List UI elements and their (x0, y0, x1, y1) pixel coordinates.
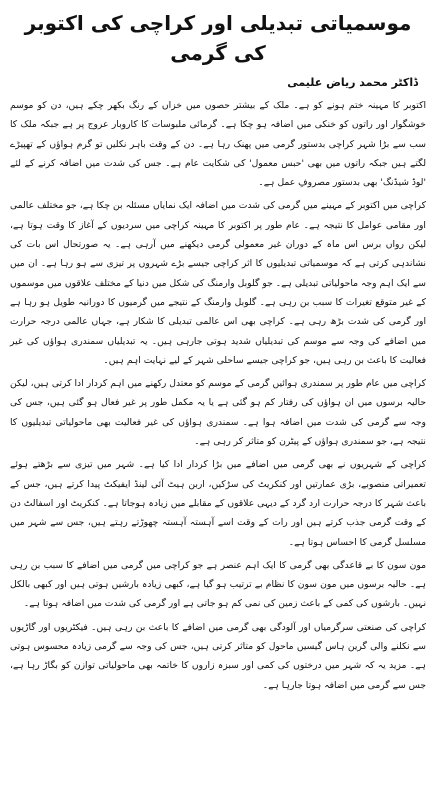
paragraph: مون سون کا بے قاعدگی بھی گرمی کا ایک اہم عنصر ہے جو کراچی میں گرمی میں اضافے کا سبب بن رہی ہے۔ حالیہ برسوں میں مون سون کا نظام بے ترتیب ہو گیا ہے، کبھی زیادہ بارشیں ہوتی ہیں اور کبھی بالکل نہیں۔ بارشوں کی کمی کے باعث زمین کی نمی کم ہو جاتی ہے اور گرمی کی شدت میں اضافہ ہوتا ہے۔ (10, 559, 426, 610)
paragraph: اکتوبر کا مہینہ ختم ہونے کو ہے۔ ملک کے بیشتر حصوں میں خزاں کے رنگ بکھر چکے ہیں، دن کو موسم خوشگوار اور راتوں کو خنکی میں اضافہ ہو چکا ہے۔ گرمائی ملبوسات کا کاروبار عروج پر ہے جبکہ ملک کا سب سے بڑا شہر کراچی بدستور گرمی میں پھنک رہا ہے۔ دن کے وقت باہر نکلیں تو گرم ہواؤں کے تھپیڑے لگتے ہیں جبکہ راتوں میں بھی 'حبس معمول' کی شکایت عام ہے۔ جس کی شدت میں اضافہ کرنے کے لئے 'لوڈ شیڈنگ' بھی بدستور مصروفِ عمل ہے۔ (10, 100, 426, 189)
paragraph: کراچی کے شہریوں نے بھی گرمی میں اضافے میں بڑا کردار ادا کیا ہے۔ شہر میں تیزی سے بڑھتے ہوئے تعمیراتی منصوبے، بڑی عمارتیں اور کنکریٹ کی سڑکیں، اربن ہیٹ آئی لینڈ ایفیکٹ پیدا کرتے ہیں، جس کے باعث شہر کا درجہ حرارت ارد گرد کے دیہی علاقوں کے مقابلے میں زیادہ ہوجاتا ہے۔ کنکریٹ اور اسفالٹ دن کے وقت گرمی جذب کرتے ہیں اور رات کے وقت اسے آہستہ آہستہ چھوڑتے رہتے ہیں، جس سے شہر میں مسلسل گرمی کا احساس ہوتا ہے۔ (10, 459, 426, 548)
paragraph: کراچی میں عام طور پر سمندری ہوائیں گرمی کے موسم کو معتدل رکھنے میں اہم کردار ادا کرتی ہیں، لیکن حالیہ برسوں میں ان ہواؤں کی رفتار کم ہو گئی ہے یا یہ مکمل طور پر غیر فعال ہو گئی ہیں، جس کی وجہ سے گرمی کی شدت میں اضافہ ہوا ہے۔ سمندری ہواؤں کی غیر فعالیت بھی ماحولیاتی تبدیلیوں کا نتیجہ ہے، جو سمندری ہواؤں کے پیٹرن کو متاثر کر رہی ہے۔ (10, 378, 426, 448)
article-title: موسمیاتی تبدیلی اور کراچی کی اکتوبر کی گرمی (24, 11, 412, 65)
article-author: ڈاکٹر محمد ریاض علیمی (287, 76, 418, 89)
paragraph: کراچی کی صنعتی سرگرمیاں اور آلودگی بھی گرمی میں اضافے کا باعث بن رہی ہیں۔ فیکٹریوں اور گاڑیوں سے نکلنے والی گرین ہاس گیسیں ماحول کو متاثر کرتی ہیں، جس کی وجہ سے گرمی زیادہ محسوس ہوتی ہے۔ مزید یہ کہ شہر میں درختوں کی کمی اور سبزہ زاروں کا خاتمہ بھی ماحولیاتی توازن کو بگاڑ رہا ہے، جس سے گرمی میں اضافہ ہوتا جارہا ہے۔ (10, 621, 426, 691)
article-body (8, 96, 428, 695)
paragraph: کراچی میں اکتوبر کے مہینے میں گرمی کی شدت میں اضافہ ایک نمایاں مسئلہ بن چکا ہے، جو مختلف عالمی اور مقامی عوامل کا نتیجہ ہے۔ عام طور پر اکتوبر کا مہینہ کراچی میں سردیوں کے آغاز کا وقت ہوتا ہے، لیکن رواں برس اس ماہ کے دوران غیر معمولی گرمی دیکھنے میں آرہی ہے۔ یہ صورتحال اس بات کی نشاندہی کرتی ہے کہ موسمیاتی تبدیلیوں کا اثر کراچی جیسے بڑے شہروں پر تیزی سے ہو رہا ہے۔ ان میں سے ایک اہم وجہ ماحولیاتی تبدیلی ہے۔ جو گلوبل وارمنگ کی شکل میں دنیا کے مختلف علاقوں میں موسموں کے غیر متوقع تغیرات کا سبب بن رہی ہے۔ گلوبل وارمنگ کے نتیجے میں گرمیوں کا دورانیہ طویل ہو رہا ہے اور گرمی کی شدت بڑھ رہی ہے۔ کراچی بھی اس عالمی تبدیلی کا شکار ہے، جہاں عالمی درجہ حرارت میں اضافے کی وجہ سے موسم کی تبدیلیاں شدید ہوتی جارہی ہیں۔ یہ تبدیلیاں سمندری ہواؤں کی غیر فعالیت کا باعث بن رہی ہیں، جو کراچی جیسے ساحلی شہر کے لیے نہایت اہم ہیں۔ (10, 200, 426, 366)
